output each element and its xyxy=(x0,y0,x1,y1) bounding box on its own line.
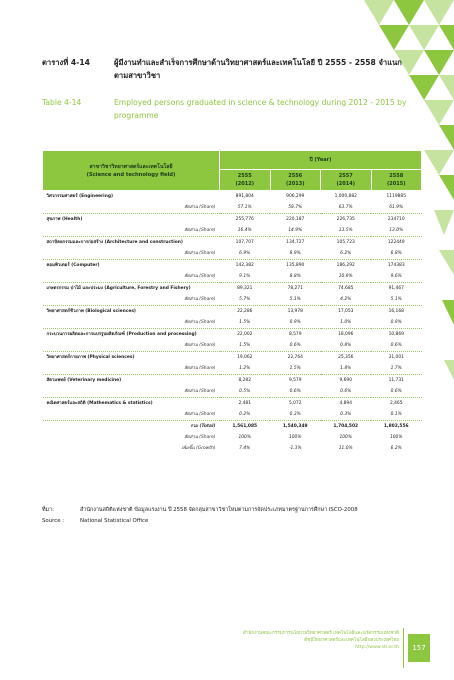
total-share-cell: 100% xyxy=(339,435,353,440)
value-cell: 2,481 xyxy=(238,401,252,406)
value-cell: 89,321 xyxy=(237,286,253,291)
value-cell: 19,062 xyxy=(237,355,253,360)
value-cell: 10,869 xyxy=(388,332,404,337)
year-header-cell xyxy=(321,170,372,191)
table-row xyxy=(43,283,422,295)
employment-table xyxy=(42,150,422,454)
field-name-cell: เกษตรกรรม ป่าไม้ และประมง (Agriculture, Forestry and Fishery) xyxy=(46,286,191,291)
value-cell: 234710 xyxy=(387,217,405,222)
total-share-cell: 100% xyxy=(288,435,302,440)
year-header-cell xyxy=(270,170,321,191)
share-cell: 9.6% xyxy=(371,271,422,283)
share-cell: 13.5% xyxy=(321,225,372,237)
share-cell: 8.9% xyxy=(270,248,321,260)
value-cell: 174383 xyxy=(387,263,405,268)
value-cell: 142,382 xyxy=(235,263,254,268)
thai-table-title: ผู้มีงานทำและสำเร็จการศึกษาด้านวิทยาศาสตร์และเทคโนโลยี ปี 2555 - 2558 จำแนกตามสาขาวิชา xyxy=(114,58,402,80)
growth-cell: 6.2% xyxy=(390,446,402,451)
source-text-th: สำนักงานสถิติแห่งชาติ ข้อมูลแรงงาน ปี 2558 จัดกลุ่มสาขาวิชาใหม่ตามการจัดประเภทมาตรฐานการศึกษา ISCO-2008 xyxy=(80,507,358,513)
value-cell: 1,000,882 xyxy=(334,194,357,199)
share-row xyxy=(43,363,422,375)
field-column-header xyxy=(43,151,220,191)
value-cell: 9,579 xyxy=(288,378,302,383)
footer-line-1: สำนักงานคณะกรรมการนโยบายวิทยาศาสตร์ เทคโนโลยีและนวัตกรรมแห่งชาติ xyxy=(242,631,399,636)
table-header xyxy=(43,151,422,191)
total-value-cell: 1,704,502 xyxy=(333,424,359,429)
share-row xyxy=(43,340,422,352)
value-cell: 186,292 xyxy=(336,263,355,268)
value-cell: 906,299 xyxy=(286,194,305,199)
share-cell: 8.8% xyxy=(270,271,321,283)
share-cell: 5.1% xyxy=(270,294,321,306)
total-value-cell: 1,802,556 xyxy=(383,424,409,429)
share-label-cell: สัดส่วน (Share) xyxy=(43,202,220,214)
share-cell: 6.9% xyxy=(220,248,271,260)
value-cell: 9,690 xyxy=(339,378,353,383)
total-share-label-cell: สัดส่วน (Share) xyxy=(184,435,216,440)
value-cell: 91,467 xyxy=(388,286,404,291)
footer-url[interactable]: http://www.sti.or.th xyxy=(355,645,399,650)
value-cell: 11,731 xyxy=(388,378,404,383)
value-cell: 4,894 xyxy=(339,401,353,406)
share-cell: 57.1% xyxy=(220,202,271,214)
year-header-cell xyxy=(220,170,271,191)
share-label-cell: สัดส่วน (Share) xyxy=(43,409,220,421)
value-cell: 134,727 xyxy=(286,240,305,245)
english-table-title: Employed persons graduated in science & technology during 2012 - 2015 by programme xyxy=(114,98,407,120)
share-cell: 0.6% xyxy=(371,340,422,352)
value-cell: 226,735 xyxy=(336,217,355,222)
footer-line-2: ดัชนีวิทยาศาสตร์และเทคโนโลยีของประเทศไทย xyxy=(304,638,399,643)
share-cell: 6.2% xyxy=(321,248,372,260)
value-cell: 22,286 xyxy=(237,309,253,314)
table-row xyxy=(43,375,422,387)
share-cell: 5.7% xyxy=(220,294,271,306)
value-cell: 8,579 xyxy=(288,332,302,337)
share-cell: 0.9% xyxy=(371,317,422,329)
year-be: 2555 xyxy=(237,173,252,179)
growth-label-cell: เพิ่มขึ้น (Growth) xyxy=(181,446,216,451)
share-row xyxy=(43,202,422,214)
share-label-cell: สัดส่วน (Share) xyxy=(43,386,220,398)
value-cell: 13,978 xyxy=(287,309,303,314)
share-cell: 1.0% xyxy=(321,317,372,329)
value-cell: 105,723 xyxy=(336,240,355,245)
share-cell: 1.7% xyxy=(371,363,422,375)
value-cell: 22,002 xyxy=(237,332,253,337)
source-text-en: National Statistical Office xyxy=(80,518,149,524)
total-share-cell: 100% xyxy=(238,435,252,440)
share-row xyxy=(43,248,422,260)
share-cell: 14.9% xyxy=(270,225,321,237)
share-cell: 0.3% xyxy=(321,409,372,421)
footer-divider xyxy=(403,628,404,668)
share-row xyxy=(43,225,422,237)
value-cell: 25,356 xyxy=(338,355,354,360)
english-caption xyxy=(42,96,414,122)
table-row xyxy=(43,306,422,318)
source-note xyxy=(42,505,358,527)
share-cell: 1.5% xyxy=(220,340,271,352)
share-cell: 0.6% xyxy=(270,386,321,398)
value-cell: 5,072 xyxy=(288,401,302,406)
share-cell: 1.5% xyxy=(270,363,321,375)
share-cell: 0.3% xyxy=(270,409,321,421)
value-cell: 17,053 xyxy=(338,309,354,314)
total-label-cell: รวม (Total) xyxy=(190,424,216,429)
year-ce: (2015) xyxy=(387,181,406,187)
share-cell: 6.8% xyxy=(371,248,422,260)
year-ce: (2013) xyxy=(286,181,305,187)
value-cell: 31,001 xyxy=(388,355,404,360)
value-cell: 891,804 xyxy=(235,194,254,199)
share-cell: 5.1% xyxy=(371,294,422,306)
value-cell: 16,168 xyxy=(388,309,404,314)
field-name-cell: สถาปัตยกรรมและการก่อสร้าง (Architecture and construction) xyxy=(46,240,183,245)
field-name-cell: สัตวแพทย์ (Veterinary medicine) xyxy=(46,378,122,383)
table-row xyxy=(43,191,422,203)
share-label-cell: สัดส่วน (Share) xyxy=(43,340,220,352)
total-row xyxy=(43,421,422,433)
value-cell: 255,776 xyxy=(235,217,254,222)
field-name-cell: กระบวนการผลิตและการแปรรูปผลิตภัณฑ์ (Production and processing) xyxy=(46,332,197,337)
share-cell: 1.8% xyxy=(321,363,372,375)
total-share-cell: 100% xyxy=(389,435,403,440)
share-row xyxy=(43,386,422,398)
share-row xyxy=(43,271,422,283)
field-name-cell: วิทยาศาสตร์ชีวภาพ (Biological sciences) xyxy=(46,309,136,314)
share-cell: 0.6% xyxy=(321,386,372,398)
share-cell: 61.9% xyxy=(371,202,422,214)
field-name-cell: วิทยาศาสตร์กายภาพ (Physical sciences) xyxy=(46,355,135,360)
growth-cell: -1.3% xyxy=(288,446,302,451)
field-name-cell: วิศวกรรมศาสตร์ (Engineering) xyxy=(46,194,113,199)
share-cell: 0.8% xyxy=(321,340,372,352)
field-name-cell: สุขภาพ (Health) xyxy=(46,217,83,222)
thai-table-number: ตารางที่ 4-14 xyxy=(42,58,90,67)
value-cell: 8,282 xyxy=(238,378,252,383)
year-ce: (2012) xyxy=(235,181,254,187)
value-cell: 22,764 xyxy=(287,355,303,360)
share-cell: 58.7% xyxy=(270,202,321,214)
value-cell: 2,465 xyxy=(389,401,403,406)
year-header-cell xyxy=(371,170,422,191)
table-row xyxy=(43,329,422,341)
source-key-th: ที่มา: xyxy=(42,507,54,513)
share-cell: 0.1% xyxy=(371,409,422,421)
share-cell: 63.7% xyxy=(321,202,372,214)
share-label-cell: สัดส่วน (Share) xyxy=(43,363,220,375)
table-row xyxy=(43,352,422,364)
english-table-number: Table 4-14 xyxy=(42,98,82,107)
value-cell: 18,096 xyxy=(338,332,354,337)
share-cell: 4.2% xyxy=(321,294,372,306)
share-cell: 0.2% xyxy=(220,409,271,421)
field-name-cell: คอมพิวเตอร์ (Computer) xyxy=(46,263,100,268)
share-label-cell: สัดส่วน (Share) xyxy=(43,248,220,260)
growth-cell: 11.0% xyxy=(338,446,353,451)
value-cell: 220,187 xyxy=(286,217,305,222)
table-row xyxy=(43,237,422,249)
share-cell: 16.4% xyxy=(220,225,271,237)
table-row xyxy=(43,398,422,410)
share-row xyxy=(43,409,422,421)
share-cell: 0.6% xyxy=(270,340,321,352)
growth-row xyxy=(43,443,422,454)
share-label-cell: สัดส่วน (Share) xyxy=(43,271,220,283)
footer-publisher xyxy=(243,630,399,651)
share-cell: 0.6% xyxy=(371,386,422,398)
share-label-cell: สัดส่วน (Share) xyxy=(43,225,220,237)
field-header-th: สาขาวิชาวิทยาศาสตร์และเทคโนโลยี xyxy=(89,163,173,170)
year-group-header: ปี (Year) xyxy=(220,151,422,170)
share-cell: 1.2% xyxy=(220,363,271,375)
value-cell: 78,271 xyxy=(287,286,303,291)
share-row xyxy=(43,317,422,329)
table-caption xyxy=(42,56,414,122)
value-cell: 74,685 xyxy=(338,286,354,291)
share-cell: 13.0% xyxy=(371,225,422,237)
total-value-cell: 1,540,349 xyxy=(282,424,308,429)
thai-caption xyxy=(42,56,414,82)
value-cell: 107,707 xyxy=(235,240,254,245)
share-label-cell: สัดส่วน (Share) xyxy=(43,317,220,329)
share-cell: 0.5% xyxy=(220,386,271,398)
share-cell: 1.5% xyxy=(220,317,271,329)
table-body xyxy=(43,191,422,455)
year-be: 2558 xyxy=(389,173,404,179)
year-be: 2557 xyxy=(338,173,353,179)
page-number: 157 xyxy=(408,634,430,662)
total-share-row xyxy=(43,432,422,443)
total-value-cell: 1,561,085 xyxy=(232,424,258,429)
share-row xyxy=(43,294,422,306)
year-be: 2556 xyxy=(288,173,303,179)
share-cell: 9.1% xyxy=(220,271,271,283)
table-row xyxy=(43,214,422,226)
field-name-cell: คณิตศาสตร์และสถิติ (Mathematics & statistics) xyxy=(46,401,153,406)
field-header-en: (Science and technology field) xyxy=(86,171,176,178)
value-cell: 135,890 xyxy=(286,263,305,268)
value-cell: 122449 xyxy=(387,240,405,245)
table-row xyxy=(43,260,422,272)
share-cell: 10.9% xyxy=(321,271,372,283)
growth-cell: 7.4% xyxy=(239,446,251,451)
source-key-en: Source : xyxy=(42,518,65,524)
share-cell: 0.9% xyxy=(270,317,321,329)
value-cell: 1119885 xyxy=(386,194,407,199)
year-ce: (2014) xyxy=(336,181,355,187)
share-label-cell: สัดส่วน (Share) xyxy=(43,294,220,306)
